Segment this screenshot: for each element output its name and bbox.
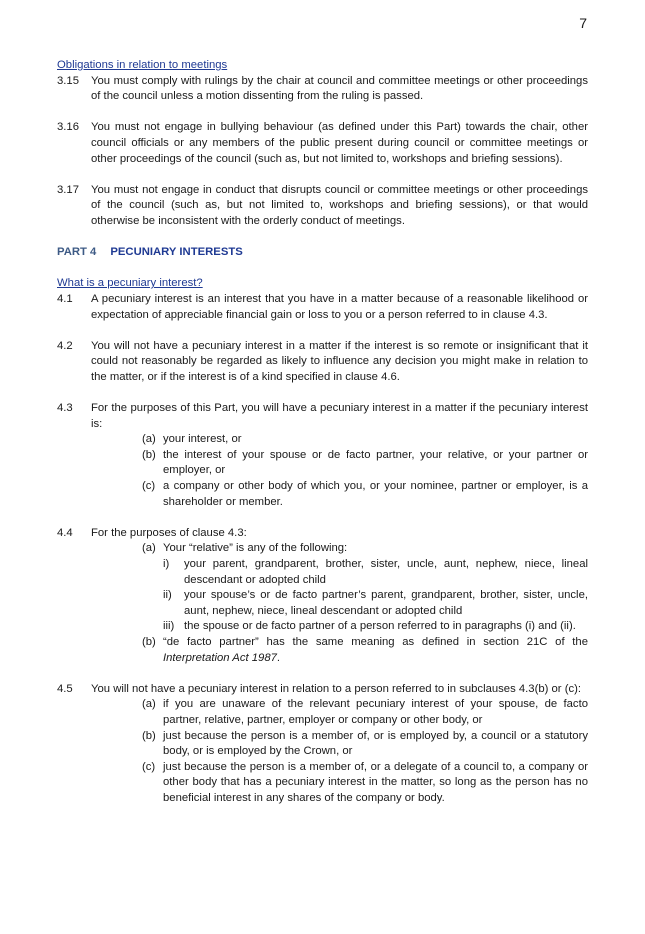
clause-4-3 <box>57 401 588 432</box>
item-label: (a) <box>142 433 156 446</box>
list-subitem <box>57 588 588 619</box>
list-item <box>57 432 588 448</box>
item-label: (b) <box>142 635 156 648</box>
clause-4-4 <box>57 526 588 542</box>
clause-number: 3.16 <box>57 121 79 134</box>
clause-text: You must comply with rulings by the chair at council and committee meetings or other proceedings of the council unless a motion dissenting from the ruling is passed. <box>91 74 588 103</box>
clause-3-16 <box>57 120 588 167</box>
item-label: iii) <box>163 620 175 633</box>
item-label: (b) <box>142 729 156 742</box>
list-item <box>57 729 588 760</box>
clause-number: 4.2 <box>57 339 73 352</box>
item-text: your interest, or <box>163 433 242 446</box>
page-number: 7 <box>579 15 587 31</box>
list-item <box>57 635 588 666</box>
item-label: (b) <box>142 448 156 461</box>
clause-number: 3.15 <box>57 74 79 87</box>
list-subitem <box>57 557 588 588</box>
item-text: the interest of your spouse or de facto partner, your relative, or your partner or employer, or <box>163 448 588 477</box>
item-text: just because the person is a member of, or a delegate of a council to, a company or other body that has a pecuniary interest in the matter, so long as the person has no beneficial interest in any shares of the company or body. <box>163 760 588 804</box>
item-text: just because the person is a member of, or is employed by, a council or a statutory body, or is employed by the Crown, or <box>163 729 588 758</box>
list-item <box>57 697 588 728</box>
clause-number: 3.17 <box>57 183 79 196</box>
item-label: (a) <box>142 542 156 555</box>
item-label: (c) <box>142 760 156 773</box>
clause-text: A pecuniary interest is an interest that you have in a matter because of a reasonable likelihood or expectation of appreciable financial gain or loss to you or a person referred to in clause 4.3. <box>91 292 588 321</box>
clause-text: You will not have a pecuniary interest in relation to a person referred to in subclauses 4.3(b) or (c): <box>91 682 582 695</box>
item-text: your parent, grandparent, brother, sister, uncle, aunt, nephew, niece, lineal descendant or adopted child <box>184 558 588 586</box>
clause-text: You must not engage in conduct that disrupts council or committee meetings or other proceedings of the council (such as, but not limited to, workshops and briefing sessions), or that would otherwise be inconsistent with the orderly conduct of meetings. <box>91 183 588 227</box>
item-text: if you are unaware of the relevant pecuniary interest of your spouse, de facto partner, relative, partner, employer or company or other body, or <box>163 698 588 726</box>
item-label: i) <box>163 558 170 570</box>
clause-3-15 <box>57 74 588 105</box>
item-text: “de facto partner” has the same meaning as defined in section 21C of the Interpretation Act 1987. <box>163 635 588 664</box>
clause-number: 4.4 <box>57 526 73 539</box>
clause-text: You must not engage in bullying behaviour (as defined under this Part) towards the chair, other council officials or any members of the public present during council or committee meetings or other proceedings of the council (such as, but not limited to, workshops and briefing sessions). <box>91 121 588 165</box>
document-body <box>57 58 588 807</box>
item-label: (c) <box>142 480 156 493</box>
section-heading-pecuniary: What is a pecuniary interest? <box>57 277 203 290</box>
list-item <box>57 479 588 510</box>
clause-text: For the purposes of this Part, you will have a pecuniary interest in a matter if the pecuniary interest is: <box>91 402 588 430</box>
clause-4-2 <box>57 339 588 386</box>
section-heading-meetings: Obligations in relation to meetings <box>57 59 228 71</box>
list-subitem <box>57 619 588 635</box>
clause-4-5 <box>57 682 588 698</box>
act-title: Interpretation Act 1987 <box>163 651 277 664</box>
list-item <box>57 760 588 807</box>
item-text: the spouse or de facto partner of a person referred to in paragraphs (i) and (ii). <box>184 620 576 633</box>
clause-number: 4.1 <box>57 292 73 305</box>
clause-3-17 <box>57 183 588 230</box>
item-text: your spouse’s or de facto partner’s parent, grandparent, brother, sister, uncle, aunt, nephew, niece, lineal descendant or adopted child <box>184 589 588 617</box>
list-item <box>57 448 588 479</box>
part-title: PECUNIARY INTERESTS <box>110 246 243 259</box>
clause-4-1 <box>57 292 588 323</box>
item-label: ii) <box>163 589 172 602</box>
clause-number: 4.5 <box>57 682 73 695</box>
item-label: (a) <box>142 698 156 711</box>
list-item <box>57 541 588 557</box>
clause-text: For the purposes of clause 4.3: <box>91 526 247 539</box>
part-heading <box>57 245 588 261</box>
item-text: Your “relative” is any of the following: <box>163 542 348 555</box>
clause-number: 4.3 <box>57 402 73 415</box>
part-label: PART 4 <box>57 246 97 259</box>
item-text: a company or other body of which you, or your nominee, partner or employer, is a shareholder or member. <box>163 480 588 508</box>
clause-text: You will not have a pecuniary interest in a matter if the interest is so remote or insignificant that it could not reasonably be regarded as likely to influence any decision you might make in relation to the matter, or if the interest is of a kind specified in clause 4.6. <box>91 339 588 383</box>
